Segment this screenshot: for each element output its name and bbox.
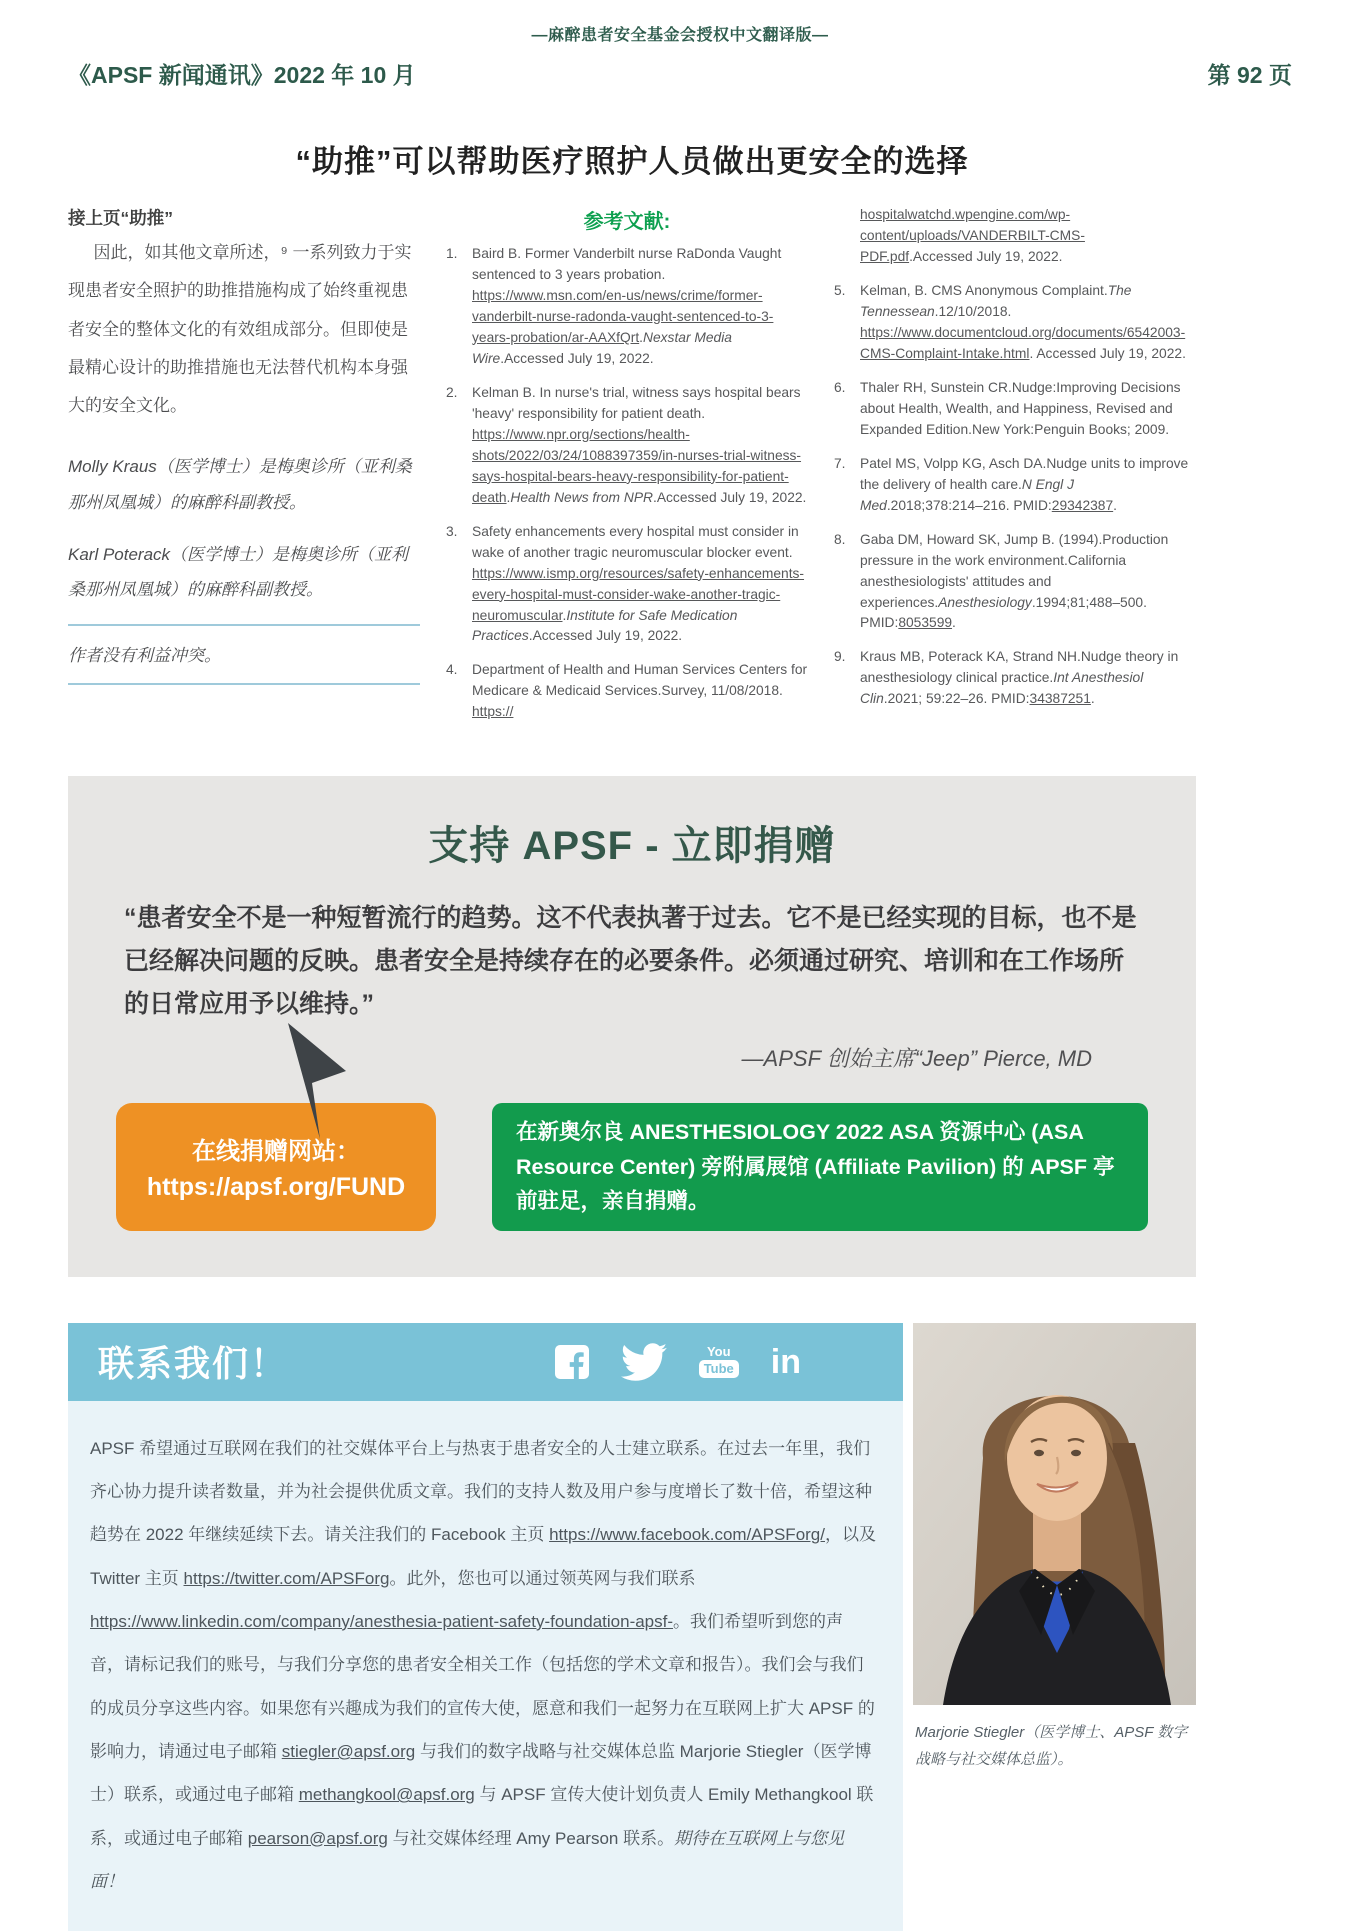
text-segment: Int Anesthesiol Clin	[860, 670, 1144, 707]
reference-text	[472, 244, 808, 370]
text-segment: .Accessed July 19, 2022.	[528, 628, 683, 644]
inline-link[interactable]: https://	[472, 704, 514, 720]
reference-number: 5.	[834, 282, 846, 298]
contact-right	[913, 1323, 1196, 1931]
references-column-2	[834, 205, 1196, 736]
inline-link[interactable]: hospitalwatchd.wpengine.com/wp-content/uploads/VANDERBILT-CMS-PDF.pdf	[860, 207, 1085, 264]
text-segment: . Accessed July 19, 2022.	[1029, 345, 1186, 361]
reference-number: 6.	[834, 379, 846, 395]
booth-note	[492, 1103, 1148, 1230]
text-segment: 。此外，您也可以通过领英网与我们联系	[389, 1568, 696, 1588]
quote-attribution: —APSF 创始主席“Jeep” Pierce, MD	[741, 1046, 1092, 1072]
marjorie-stiegler-photo	[913, 1323, 1196, 1705]
booth-note-text: 在新奥尔良 ANESTHESIOLOGY 2022 ASA 资源中心 (ASA Resource Center) 旁附属展馆 (Affiliate Pavilion) 的 APSF 亭前驻足，亲自捐赠。	[516, 1120, 1115, 1214]
continued-from-label: 接上页“助推”	[68, 208, 173, 228]
text-segment: .Accessed July 19, 2022.	[652, 489, 807, 505]
text-segment: .	[639, 329, 644, 345]
text-segment: N Engl J Med	[860, 476, 1074, 513]
reference-number	[834, 205, 860, 268]
linkedin-icon[interactable]	[770, 1342, 801, 1381]
inline-link[interactable]: methangkool@apsf.org	[298, 1785, 475, 1805]
reference-text	[860, 205, 1196, 268]
reference-item	[834, 378, 1196, 441]
references-column-1	[446, 205, 808, 736]
text-segment: Patel MS, Volpp KG, Asch DA.Nudge units to improve the delivery of health care.	[860, 455, 1189, 492]
reference-text	[860, 454, 1196, 517]
reference-item	[834, 205, 1196, 268]
text-segment: Safety enhancements every hospital must consider in wake of another tragic neuromuscular blocker event.	[472, 523, 799, 560]
text-segment: .Accessed July 19, 2022.	[909, 248, 1063, 264]
text-segment: 。我们希望听到您的声音，请标记我们的账号，与我们分享您的患者安全相关工作（包括您的学术文章和报告）。我们会与我们的成员分享这些内容。如果您有兴趣成为我们的宣传大使，愿意和我们一起努力在互联网上扩大 APSF 的影响力，请通过电子邮箱	[90, 1611, 875, 1761]
reference-text	[860, 647, 1196, 710]
text-segment: .12/10/2018.	[934, 303, 1012, 319]
reference-number: 1.	[446, 246, 458, 261]
text-segment: Department of Health and Human Services Centers for Medicare & Medicaid Services.Survey, 11/08/2018.	[472, 662, 808, 699]
reference-number: 3.	[446, 523, 458, 539]
reference-number: 7.	[834, 455, 846, 471]
translation-note: —麻醉患者安全基金会授权中文翻译版—	[531, 27, 829, 44]
author-bio-kraus: Molly Kraus（医学博士）是梅奥诊所（亚利桑那州凤凰城）的麻醉科副教授。	[68, 457, 412, 512]
contact-section	[68, 1323, 1196, 1931]
text-segment: APSF 希望通过互联网在我们的社交媒体平台上与热衷于患者安全的人士建立联系。在过去一年里，我们齐心协力提升读者数量，并为社会提供优质文章。我们的支持人数及用户参与度增长了数十倍，希望这种趋势在 2022 年继续延续下去。请关注我们的 Facebook 主页	[90, 1438, 872, 1545]
masthead	[68, 57, 1292, 90]
text-segment: Gaba DM, Howard SK, Jump B. (1994).Production pressure in the work environment.California anesthesiologists' attitudes and experiences.	[860, 531, 1169, 610]
text-segment: 期待在互联网上与您见面！	[90, 1828, 845, 1891]
reference-item	[446, 522, 808, 648]
inline-link[interactable]: https://www.ismp.org/resources/safety-enhancements-every-hospital-must-consider-wake-another-tragic-neuromuscular	[472, 565, 805, 623]
disclosure-note: 作者没有利益冲突。	[68, 624, 420, 685]
inline-link[interactable]: stiegler@apsf.org	[281, 1741, 416, 1761]
inline-link[interactable]: https://www.npr.org/sections/health-shots/2022/03/24/1088397359/in-nurses-trial-witness-says-hospital-bears-heavy-responsibility-for-patient-death	[472, 426, 802, 505]
inline-link[interactable]: https://www.documentcloud.org/documents/6542003-CMS-Complaint-Intake.html	[860, 324, 1186, 361]
inline-link[interactable]: 34387251	[1029, 691, 1091, 707]
reference-number: 9.	[834, 649, 846, 665]
inline-link[interactable]: https://www.linkedin.com/company/anesthesia-patient-safety-foundation-apsf-	[90, 1611, 674, 1631]
text-segment: .1994;81;488–500. PMID:	[860, 594, 1147, 631]
reference-item	[834, 454, 1196, 517]
reference-item	[834, 281, 1196, 365]
text-segment: Baird B. Former Vanderbilt nurse RaDonda Vaught sentenced to 3 years probation.	[472, 246, 782, 282]
reference-item	[446, 660, 808, 723]
text-segment: .	[952, 615, 956, 631]
cursor-arrow-icon	[286, 1023, 348, 1141]
support-title: 支持 APSF - 立即捐赠	[428, 824, 836, 869]
text-segment: Health News from NPR	[510, 489, 653, 505]
reference-number: 2.	[446, 384, 458, 400]
text-segment: Institute for Safe Medication Practices	[472, 607, 738, 644]
text-segment: .Accessed July 19, 2022.	[500, 350, 654, 366]
reference-item	[834, 647, 1196, 710]
support-apsf-panel	[68, 776, 1196, 1276]
reference-text	[860, 281, 1196, 365]
text-segment: 与我们的数字战略与社交媒体总监 Marjorie Stiegler（医学博士）联系，或通过电子邮箱	[90, 1741, 872, 1805]
text-segment: 与社交媒体经理 Amy Pearson 联系。	[387, 1828, 675, 1848]
photo-caption: Marjorie Stiegler（医学博士、APSF 数字战略与社交媒体总监）。	[915, 1723, 1188, 1769]
social-icons	[555, 1339, 801, 1385]
author-bio-poterack: Karl Poterack（医学博士）是梅奥诊所（亚利桑那州凤凰城）的麻醉科副教授。	[68, 544, 409, 600]
support-quote: “患者安全不是一种短暂流行的趋势。这不代表执著于过去。它不是已经实现的目标，也不是已经解决问题的反映。患者安全是持续存在的必要条件。必须通过研究、培训和在工作场所的日常应用予以维持。”	[124, 904, 1137, 1019]
text-segment: .	[562, 607, 567, 623]
reference-number: 4.	[446, 662, 458, 678]
inline-link[interactable]: 8053599	[898, 615, 953, 631]
text-segment: Kraus MB, Poterack KA, Strand NH.Nudge theory in anesthesiology clinical practice.	[860, 649, 1179, 686]
text-segment: Kelman, B. CMS Anonymous Complaint.	[860, 282, 1108, 298]
text-segment: .	[506, 489, 511, 505]
twitter-icon[interactable]	[621, 1339, 667, 1385]
donate-row	[116, 1103, 1148, 1230]
references-list-2	[834, 205, 1196, 710]
text-segment: 与 APSF 宣传大使计划负责人 Emily Methangkool 联系，或通过电子邮箱	[90, 1785, 874, 1848]
donate-link-button[interactable]	[116, 1103, 436, 1230]
text-segment: The Tennessean	[860, 282, 1132, 319]
reference-item	[446, 383, 808, 509]
facebook-icon[interactable]	[555, 1345, 589, 1379]
reference-text	[472, 522, 808, 648]
youtube-icon[interactable]	[699, 1345, 739, 1378]
inline-link[interactable]: https://www.facebook.com/APSForg/	[549, 1525, 825, 1545]
youtube-icon-you-text: You	[706, 1344, 731, 1360]
inline-link[interactable]: https://www.msn.com/en-us/news/crime/former-vanderbilt-nurse-radonda-vaught-sentenced-to-3-years-probation/ar-AAXfQrt	[472, 287, 774, 345]
article-paragraph: 因此，如其他文章所述，⁹ 一系列致力于实现患者安全照护的助推措施构成了始终重视患者安全的整体文化的有效组成部分。但即使是最精心设计的助推措施也无法替代机构本身强大的安全文化。	[68, 243, 412, 415]
newsletter-title: 《APSF 新闻通讯》2022 年 10 月	[68, 62, 416, 88]
article-title: “助推”可以帮助医疗照护人员做出更安全的选择	[295, 144, 969, 179]
youtube-icon-tube-text: Tube	[699, 1360, 739, 1378]
inline-link[interactable]: https://twitter.com/APSForg	[183, 1568, 390, 1588]
contact-left	[68, 1323, 903, 1931]
references-list-1	[446, 244, 808, 723]
donate-url: https://apsf.org/FUND	[146, 1173, 406, 1202]
text-segment: Anesthesiology	[938, 594, 1032, 610]
reference-text	[472, 660, 808, 723]
text-segment: Kelman B. In nurse's trial, witness says hospital bears 'heavy' responsibility for patient death.	[472, 384, 801, 421]
article-columns	[68, 205, 1196, 736]
contact-heading: 联系我们！	[98, 1343, 289, 1385]
reference-item	[446, 244, 808, 370]
donate-label: 在线捐赠网站：	[192, 1138, 360, 1166]
text-segment: .	[1113, 497, 1117, 513]
inline-link[interactable]: 29342387	[1051, 497, 1114, 513]
linkedin-icon-text: in	[770, 1342, 801, 1381]
article-text-column	[68, 205, 420, 736]
text-segment: .	[1090, 691, 1095, 707]
text-segment: ，以及 Twitter 主页	[90, 1525, 876, 1588]
page-number: 第 92 页	[1207, 62, 1292, 88]
reference-text	[860, 378, 1196, 441]
references-heading: 参考文献:	[583, 211, 671, 233]
inline-link[interactable]: pearson@apsf.org	[247, 1828, 388, 1848]
reference-item	[834, 530, 1196, 635]
text-segment: .2018;378:214–216. PMID:	[886, 497, 1052, 513]
reference-text	[472, 383, 808, 509]
contact-body	[68, 1401, 903, 1931]
contact-header-bar	[68, 1323, 903, 1401]
page-content	[68, 100, 1196, 1931]
text-segment: .2021; 59:22–26. PMID:	[883, 691, 1030, 707]
reference-text	[860, 530, 1196, 635]
text-segment: Nexstar Media Wire	[472, 329, 732, 366]
text-segment: Thaler RH, Sunstein CR.Nudge:Improving Decisions about Health, Wealth, and Happiness, Revised and Expanded Edition.New York:Penguin Books; 2009.	[860, 379, 1181, 437]
reference-number: 8.	[834, 531, 846, 547]
